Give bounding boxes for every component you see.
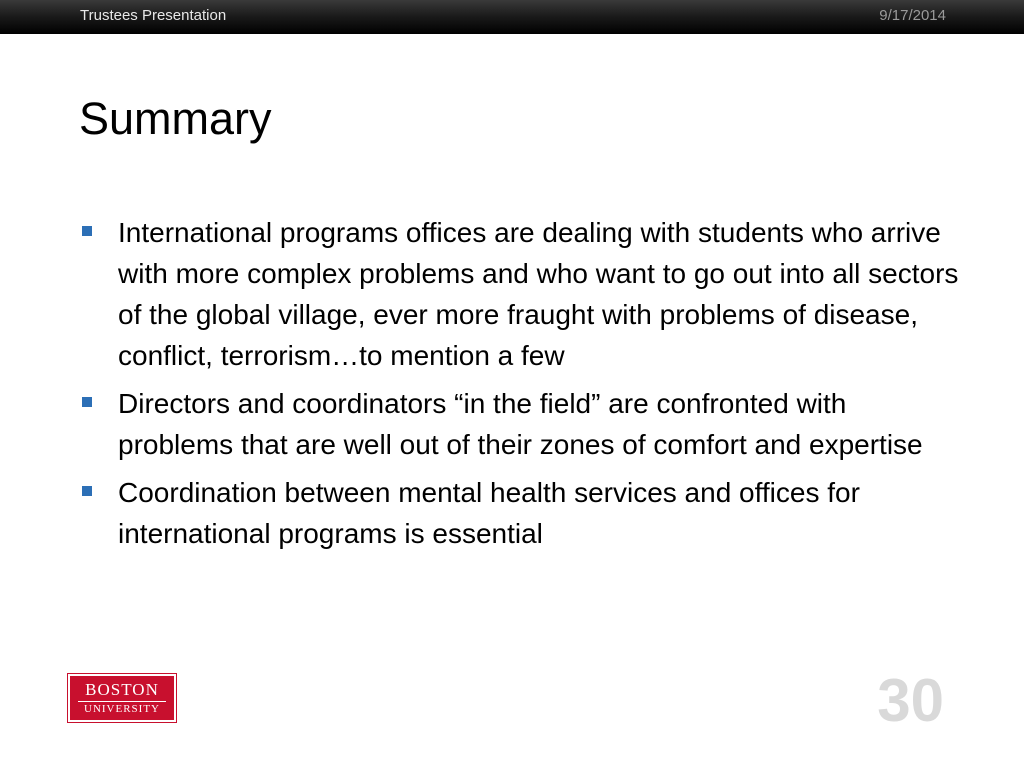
bullet-list bbox=[82, 212, 962, 561]
logo-divider bbox=[78, 701, 166, 702]
bullet-text: International programs offices are dealing with students who arrive with more complex problems and who want to go out into all sectors of the global village, ever more fraught with problems of disease, conflict, terrorism…to mention a few bbox=[118, 217, 959, 371]
logo-line-boston: BOSTON bbox=[85, 680, 159, 699]
square-bullet-icon bbox=[82, 226, 92, 236]
boston-university-logo bbox=[68, 674, 176, 722]
square-bullet-icon bbox=[82, 397, 92, 407]
presentation-date: 9/17/2014 bbox=[879, 7, 946, 24]
bullet-item bbox=[82, 472, 962, 554]
slide-title: Summary bbox=[79, 93, 272, 144]
bullet-item bbox=[82, 383, 962, 465]
square-bullet-icon bbox=[82, 486, 92, 496]
presentation-title: Trustees Presentation bbox=[80, 7, 227, 24]
slide-number: 30 bbox=[877, 667, 944, 734]
logo-line-university: UNIVERSITY bbox=[84, 703, 160, 715]
header-bar bbox=[0, 0, 1024, 34]
bullet-text: Coordination between mental health services and offices for international programs is essential bbox=[118, 477, 860, 549]
bullet-text: Directors and coordinators “in the field” are confronted with problems that are well out of their zones of comfort and expertise bbox=[118, 388, 923, 460]
bullet-item bbox=[82, 212, 962, 376]
